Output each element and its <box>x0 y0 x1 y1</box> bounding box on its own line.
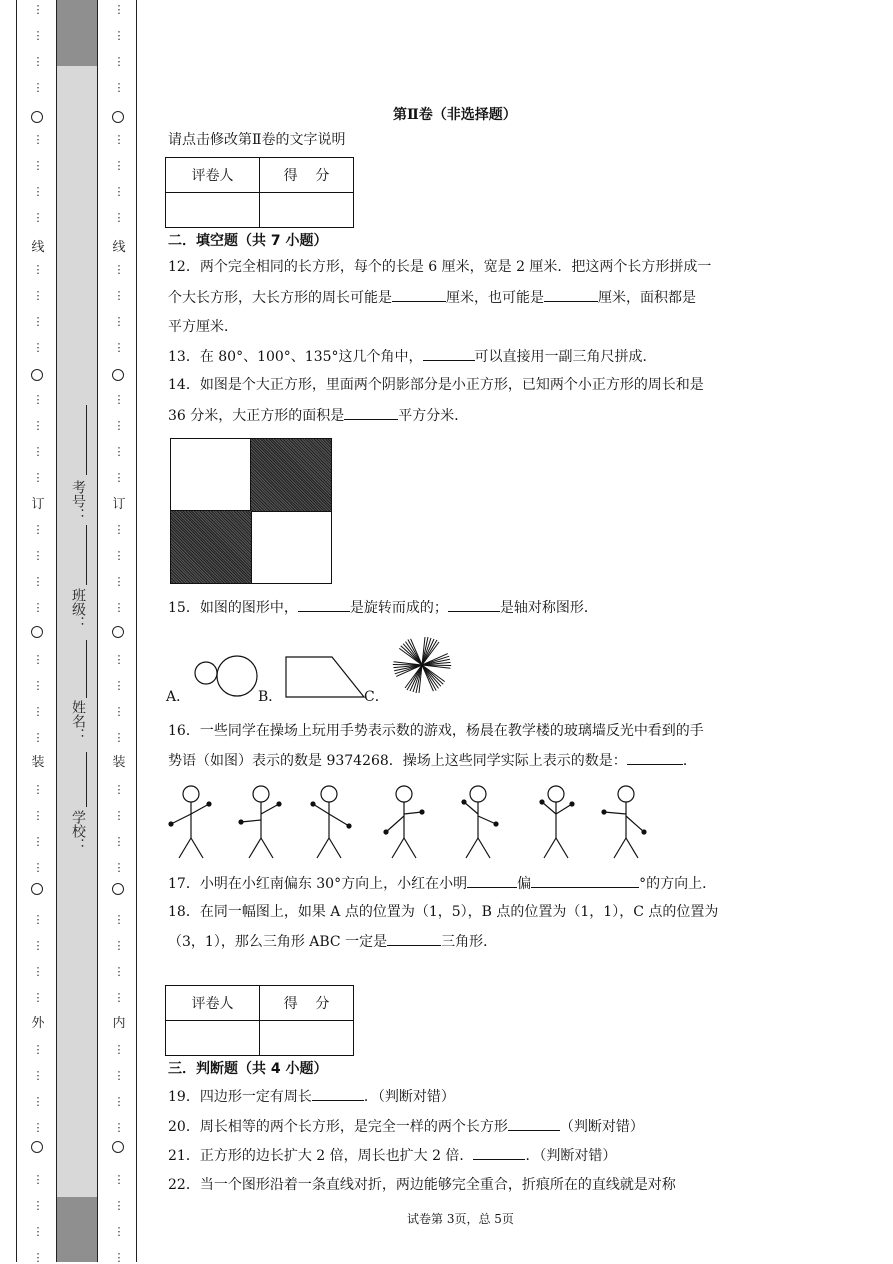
margin-dots: ⋮ <box>113 575 125 588</box>
q14-text-a: 36 分米，大正方形的面积是 <box>168 408 345 424</box>
grade-cell-reviewer[interactable] <box>166 193 260 228</box>
q21-blank[interactable] <box>473 1146 525 1160</box>
section3-heading: 三．判断题（共 4 小题） <box>168 1061 328 1077</box>
q15-blank-1[interactable] <box>298 598 350 612</box>
q13-text-a: 13．在 80°、100°、135°这几个角中， <box>168 349 423 365</box>
margin-dots: ⋮ <box>32 29 44 42</box>
q21-text-b: ．（判断对错） <box>525 1148 617 1164</box>
q14-square-top-left <box>171 439 251 511</box>
grade-table-1 <box>165 157 354 228</box>
inner-mark-line: 线 <box>112 240 126 255</box>
gesture-figure-5 <box>462 786 498 858</box>
q13-line <box>168 347 657 366</box>
q20-text-b: （判断对错） <box>559 1119 644 1135</box>
margin-dots: ⋮ <box>113 601 125 614</box>
margin-dots: ⋮ <box>113 783 125 796</box>
q20-text-a: 20．周长相等的两个长方形，是完全一样的两个长方形 <box>168 1119 508 1135</box>
margin-dots: ⋮ <box>113 965 125 978</box>
q15-option-c-label: C． <box>364 689 389 705</box>
margin-dots: ⋮ <box>113 653 125 666</box>
margin-dots: ⋮ <box>113 861 125 874</box>
q14-blank[interactable] <box>344 406 398 420</box>
q18-line2 <box>168 932 497 951</box>
q19-text-a: 19．四边形一定有周长 <box>168 1089 312 1105</box>
binding-line-inner <box>136 0 137 1262</box>
q15-blank-2[interactable] <box>448 598 500 612</box>
gesture-figure-4 <box>384 786 424 858</box>
q12-text-a: 个大长方形，大长方形的周长可能是 <box>168 290 392 306</box>
margin-dots: ⋮ <box>32 939 44 952</box>
q15-figure-b-trapezoid <box>282 654 368 700</box>
part-note: 请点击修改第Ⅱ卷的文字说明 <box>168 132 346 148</box>
q12-blank-1[interactable] <box>392 288 446 302</box>
margin-dots: ⋮ <box>32 1069 44 1082</box>
margin-dots: ⋮ <box>32 3 44 16</box>
q15-line <box>168 598 598 617</box>
page-footer: 试卷第 3页，总 5页 <box>407 1212 514 1226</box>
margin-dots: ⋮ <box>32 783 44 796</box>
margin-dots: ⋮ <box>113 1121 125 1134</box>
q21-text-a: 21．正方形的边长扩大 2 倍，周长也扩大 2 倍． <box>168 1148 474 1164</box>
q16-gesture-figures <box>166 780 656 862</box>
grade-cell-score[interactable] <box>260 193 354 228</box>
binding-strip <box>56 0 98 1262</box>
q17-text-b: 偏 <box>517 876 532 892</box>
gesture-figure-7 <box>602 786 646 858</box>
margin-circle-mark <box>31 111 43 123</box>
margin-circle-mark <box>31 883 43 895</box>
margin-dots: ⋮ <box>32 861 44 874</box>
q18-blank[interactable] <box>387 932 441 946</box>
q16-blank[interactable] <box>627 751 683 765</box>
margin-dots: ⋮ <box>113 1069 125 1082</box>
grade-table-2 <box>165 985 354 1056</box>
margin-dots: ⋮ <box>113 55 125 68</box>
outer-mark-zhuang: 装 <box>31 755 45 770</box>
q14-line2 <box>168 406 468 425</box>
margin-circle-mark <box>112 626 124 638</box>
margin-dots: ⋮ <box>32 1095 44 1108</box>
margin-dots: ⋮ <box>113 315 125 328</box>
margin-dots: ⋮ <box>32 835 44 848</box>
field-xuexiao-label: 学校： <box>70 810 86 852</box>
q12-blank-2[interactable] <box>544 288 598 302</box>
q14-text-b: 平方分米． <box>398 408 469 424</box>
q15-option-b-label: B． <box>258 689 283 705</box>
margin-dots: ⋮ <box>113 1095 125 1108</box>
q20-blank[interactable] <box>508 1117 560 1131</box>
margin-circle-mark <box>112 111 124 123</box>
field-kaohao-blank <box>86 405 87 475</box>
margin-dots: ⋮ <box>32 523 44 536</box>
q21-line <box>168 1146 616 1165</box>
q14-line1: 14．如图是个大正方形，里面两个阴影部分是小正方形，已知两个小正方形的周长和是 <box>168 377 704 393</box>
grade-header-score: 得 分 <box>260 986 354 1021</box>
margin-circle-mark <box>31 1141 43 1153</box>
margin-dots: ⋮ <box>113 939 125 952</box>
q17-text-c: °的方向上． <box>639 876 717 892</box>
margin-dots: ⋮ <box>32 263 44 276</box>
section2-heading: 二．填空题（共 7 小题） <box>168 233 328 249</box>
part-title: 第Ⅱ卷（非选择题） <box>393 107 517 123</box>
margin-dots: ⋮ <box>32 991 44 1004</box>
margin-dots: ⋮ <box>32 549 44 562</box>
field-xuexiao-blank <box>86 752 87 807</box>
margin-dots: ⋮ <box>113 211 125 224</box>
grade-header-reviewer: 评卷人 <box>166 158 260 193</box>
q13-text-b: 可以直接用一副三角尺拼成． <box>474 349 657 365</box>
outer-mark-line: 线 <box>31 240 45 255</box>
margin-dots: ⋮ <box>113 913 125 926</box>
margin-dots: ⋮ <box>32 705 44 718</box>
gesture-figure-2 <box>239 786 281 858</box>
binding-line-outer <box>16 0 17 1262</box>
margin-dots: ⋮ <box>113 1043 125 1056</box>
inner-mark-ding: 订 <box>112 497 126 512</box>
margin-dots: ⋮ <box>32 315 44 328</box>
margin-dots: ⋮ <box>32 445 44 458</box>
q16-text-a: 势语（如图）表示的数是 9374268．操场上这些同学实际上表示的数是： <box>168 753 627 769</box>
inner-mark-zhuang: 装 <box>112 755 126 770</box>
margin-dots: ⋮ <box>113 159 125 172</box>
margin-dots: ⋮ <box>32 393 44 406</box>
q17-blank-2[interactable] <box>531 874 639 888</box>
q15-text-a: 15．如图的图形中， <box>168 600 298 616</box>
q17-blank-1[interactable] <box>467 874 517 888</box>
margin-dots: ⋮ <box>113 419 125 432</box>
margin-dots: ⋮ <box>32 55 44 68</box>
margin-dots: ⋮ <box>32 341 44 354</box>
binding-strip-top-block <box>56 0 98 66</box>
margin-dots: ⋮ <box>32 601 44 614</box>
margin-dots: ⋮ <box>32 185 44 198</box>
margin-dots: ⋮ <box>32 419 44 432</box>
q16-line1: 16．一些同学在操场上玩用手势表示数的游戏，杨晨在教学楼的玻璃墙反光中看到的手 <box>168 723 704 739</box>
field-kaohao-label: 考号： <box>70 480 86 522</box>
margin-circle-mark <box>112 369 124 381</box>
margin-circle-mark <box>112 1141 124 1153</box>
margin-dots: ⋮ <box>32 653 44 666</box>
q18-text-a: （3，1），那么三角形 ABC 一定是 <box>168 934 388 950</box>
margin-dots: ⋮ <box>113 133 125 146</box>
q15-figure-a-circles <box>192 652 262 702</box>
outer-mark-ding: 订 <box>31 497 45 512</box>
margin-dots: ⋮ <box>32 965 44 978</box>
grade-header-reviewer: 评卷人 <box>166 986 260 1021</box>
q20-line <box>168 1117 644 1136</box>
outer-mark-wai: 外 <box>31 1016 45 1031</box>
margin-dots: ⋮ <box>32 575 44 588</box>
margin-dots: ⋮ <box>113 1173 125 1186</box>
margin-dots: ⋮ <box>113 731 125 744</box>
margin-dots: ⋮ <box>32 133 44 146</box>
margin-dots: ⋮ <box>113 341 125 354</box>
margin-dots: ⋮ <box>113 991 125 1004</box>
margin-dots: ⋮ <box>113 835 125 848</box>
margin-dots: ⋮ <box>32 211 44 224</box>
q13-blank[interactable] <box>423 347 475 361</box>
margin-dots: ⋮ <box>113 705 125 718</box>
field-xingming-label: 姓名： <box>70 700 86 742</box>
margin-dots: ⋮ <box>32 809 44 822</box>
margin-circle-mark <box>112 883 124 895</box>
margin-dots: ⋮ <box>32 1173 44 1186</box>
q12-line2 <box>168 288 696 307</box>
margin-dots: ⋮ <box>113 289 125 302</box>
q15-text-c: 是轴对称图形． <box>499 600 598 616</box>
margin-dots: ⋮ <box>32 289 44 302</box>
margin-dots: ⋮ <box>113 1225 125 1238</box>
q15-text-b: 是旋转而成的； <box>349 600 448 616</box>
margin-dots: ⋮ <box>113 549 125 562</box>
margin-dots: ⋮ <box>32 913 44 926</box>
gesture-figure-1 <box>169 786 211 858</box>
margin-dots: ⋮ <box>113 393 125 406</box>
margin-dots: ⋮ <box>113 445 125 458</box>
grade-cell-score[interactable] <box>260 1021 354 1056</box>
grade-header-score: 得 分 <box>260 158 354 193</box>
q12-text-b: 厘米，也可能是 <box>446 290 544 306</box>
margin-dots: ⋮ <box>32 471 44 484</box>
q15-option-a-label: A． <box>166 689 191 705</box>
q19-blank[interactable] <box>312 1087 364 1101</box>
field-banji-blank <box>86 525 87 585</box>
margin-dots: ⋮ <box>113 1251 125 1264</box>
margin-dots: ⋮ <box>113 29 125 42</box>
inner-mark-nei: 内 <box>112 1016 126 1031</box>
q17-text-a: 17．小明在小红南偏东 30°方向上，小红在小明 <box>168 876 468 892</box>
margin-dots: ⋮ <box>113 809 125 822</box>
field-banji-label: 班级： <box>70 588 86 630</box>
q15-figure-c-pinwheel <box>390 633 454 697</box>
q19-text-b: ．（判断对错） <box>363 1089 455 1105</box>
margin-dots: ⋮ <box>32 1225 44 1238</box>
field-xingming-blank <box>86 640 87 698</box>
q14-square-figure <box>170 438 332 584</box>
margin-dots: ⋮ <box>113 523 125 536</box>
q12-line3: 平方厘米． <box>168 319 238 335</box>
margin-dots: ⋮ <box>32 159 44 172</box>
q12-text-c: 厘米，面积都是 <box>598 290 696 306</box>
margin-dots: ⋮ <box>32 679 44 692</box>
margin-circle-mark <box>31 369 43 381</box>
grade-cell-reviewer[interactable] <box>166 1021 260 1056</box>
margin-dots: ⋮ <box>32 1251 44 1264</box>
q14-square-bottom-right <box>251 511 331 583</box>
q14-square-shaded-bottom-left <box>171 511 251 583</box>
gesture-figure-6 <box>540 786 574 858</box>
margin-dots: ⋮ <box>113 185 125 198</box>
gesture-figure-3 <box>311 786 351 858</box>
margin-dots: ⋮ <box>32 1121 44 1134</box>
margin-dots: ⋮ <box>113 471 125 484</box>
q14-square-shaded-top-right <box>251 439 331 511</box>
q18-line1: 18．在同一幅图上，如果 A 点的位置为（1，5），B 点的位置为（1，1），C 点的位置为 <box>168 904 719 920</box>
margin-dots: ⋮ <box>32 1043 44 1056</box>
margin-dots: ⋮ <box>32 81 44 94</box>
binding-line-strip-left <box>56 0 57 1262</box>
binding-line-strip-right <box>97 0 98 1262</box>
q16-line2 <box>168 751 697 770</box>
margin-dots: ⋮ <box>113 263 125 276</box>
binding-strip-bottom-block <box>56 1197 98 1262</box>
q19-line <box>168 1087 455 1106</box>
margin-dots: ⋮ <box>113 81 125 94</box>
q12-line1: 12．两个完全相同的长方形，每个的长是 6 厘米，宽是 2 厘米．把这两个长方形拼成一 <box>168 259 712 275</box>
margin-dots: ⋮ <box>32 731 44 744</box>
margin-dots: ⋮ <box>113 3 125 16</box>
margin-dots: ⋮ <box>113 679 125 692</box>
q22-line: 22．当一个图形沿着一条直线对折，两边能够完全重合，折痕所在的直线就是对称 <box>168 1177 676 1193</box>
q16-text-b: ． <box>682 753 697 769</box>
q18-text-b: 三角形． <box>441 934 498 950</box>
margin-dots: ⋮ <box>113 1199 125 1212</box>
q17-line <box>168 874 716 893</box>
margin-dots: ⋮ <box>32 1199 44 1212</box>
margin-circle-mark <box>31 626 43 638</box>
